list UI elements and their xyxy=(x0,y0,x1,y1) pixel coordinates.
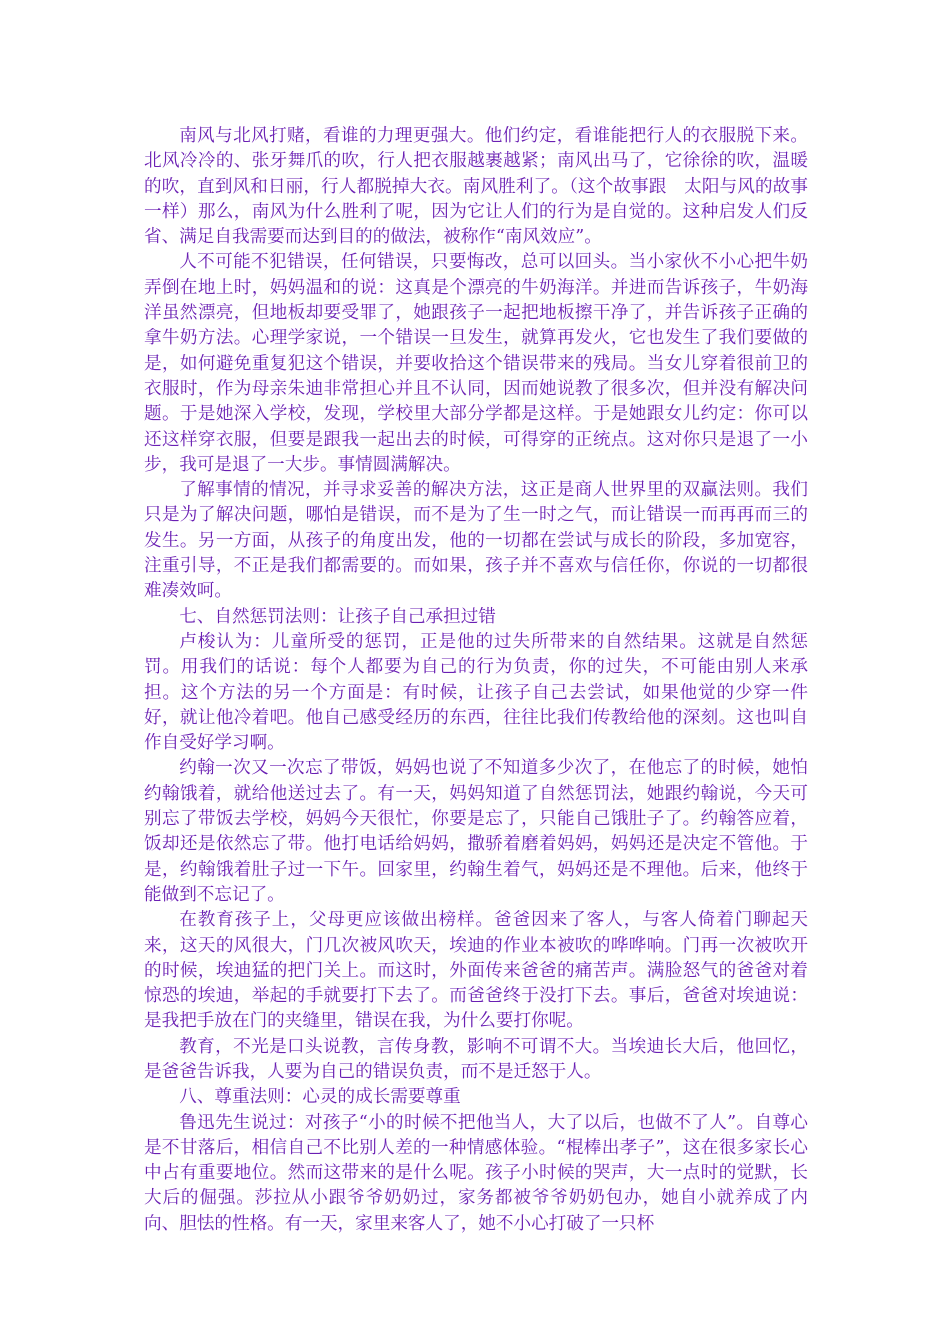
paragraph-south-wind-effect: 南风与北风打赌，看谁的力理更强大。他们约定，看谁能把行人的衣服脱下来。北风冷冷的、张牙舞爪的吹，行人把衣服越裹越紧；南风出马了，它徐徐的吹，温暖的吹，直到风和日丽，行人都脱掉大衣。南风胜利了。（这个故事跟 太阳与风的故事 一样）那么，南风为什么胜利了呢，因为它让人们的行为是自觉的。这种启发人们反省、满足自我需要而达到目的的做法，被称作“南风效应”。 xyxy=(144,126,826,248)
paragraph-john: 约翰一次又一次忘了带饭，妈妈也说了不知道多少次了，在他忘了的时候，她怕约翰饿着，就给他送过去了。有一天，妈妈知道了自然惩罚法，她跟约翰说，今天可别忘了带饭去学校，妈妈今天很忙，你要是忘了，只能自己饿肚子了。约翰答应着，饭却还是依然忘了带。他打电话给妈妈，撒骄着磨着妈妈，妈妈还是决定不管他。于是，约翰饿着肚子过一下午。回家里，约翰生着气，妈妈还是不理他。后来，他终于能做到不忘记了。 xyxy=(144,758,808,905)
document-page xyxy=(144,124,826,1237)
section-heading-natural-punishment: 七、自然惩罚法则：让孩子自己承担过错 xyxy=(179,606,496,627)
paragraph-win-win: 了解事情的情况，并寻求妥善的解决方法，这正是商人世界里的双赢法则。我们只是为了解决问题，哪怕是错误，而不是为了生一时之气，而让错误一而再再而三的发生。另一方面，从孩子的角度出发，他的一切都在尝试与成长的阶段，多加宽容，注重引导，不正是我们都需要的。而如果，孩子并不喜欢与信任你，你说的一切都很难凑效呵。 xyxy=(144,480,808,602)
paragraph-rousseau: 卢梭认为：儿童所受的惩罚，正是他的过失所带来的自然结果。这就是自然惩罚。用我们的话说：每个人都要为自己的行为负责，你的过失，不可能由别人来承担。这个方法的另一个方面是：有时候，让孩子自己去尝试，如果他觉的少穿一件好，就让他冷着吧。他自己感受经历的东西，往往比我们传教给他的深刻。这也叫自作自受好学习啊。 xyxy=(144,631,808,754)
section-heading-respect: 八、尊重法则：心灵的成长需要尊重 xyxy=(179,1087,461,1108)
paragraph-eddie-memory: 教育，不光是口头说教，言传身教，影响不可谓不大。当埃迪长大后，他回忆，是爸爸告诉我，人要为自己的错误负责，而不是迁怒于人。 xyxy=(144,1036,808,1082)
paragraph-lu-xun: 鲁迅先生说过：对孩子“小的时候不把他当人，大了以后，也做不了人”。自尊心是不甘落后，相信自己不比别人差的一种情感体验。“棍棒出孝子”，这在很多家长心中占有重要地位。然而这带来的是什么呢。孩子小时候的哭声，大一点时的觉默，长大后的倔强。莎拉从小跟爷爷奶奶过，家务都被爷爷奶奶包办，她自小就养成了内向、胆怯的性格。有一天，家里来客人了，她不小心打破了一只杯 xyxy=(144,1112,808,1234)
paragraph-eddie-door: 在教育孩子上，父母更应该做出榜样。爸爸因来了客人，与客人倚着门聊起天来，这天的风很大，门几次被风吹天，埃迪的作业本被吹的哗哗响。门再一次被吹开的时候，埃迪猛的把门关上。而这时，外面传来爸爸的痛苦声。满脸怒气的爸爸对着惊恐的埃迪，举起的手就要打下去了。而爸爸终于没打下去。事后，爸爸对埃迪说：是我把手放在门的夹缝里，错误在我，为什么要打你呢。 xyxy=(144,910,808,1032)
paragraph-mistakes: 人不可能不犯错误，任何错误，只要悔改，总可以回头。当小家伙不小心把牛奶弄倒在地上时，妈妈温和的说：这真是个漂亮的牛奶海洋。并进而告诉孩子，牛奶海洋虽然漂亮，但地板却要受罪了，她跟孩子一起把地板擦干净了，并告诉孩子正确的拿牛奶方法。心理学家说，一个错误一旦发生，就算再发火，它也发生了我们要做的是，如何避免重复犯这个错误，并要收拾这个错误带来的残局。当女儿穿着很前卫的衣服时，作为母亲朱迪非常担心并且不认同，因而她说教了很多次，但并没有解决问题。于是她深入学校，发现，学校里大部分学都是这样。于是她跟女儿约定：你可以还这样穿衣服，但要是跟我一起出去的时候，可得穿的正统点。这对你只是退了一小步，我可是退了一大步。事情圆满解决。 xyxy=(144,252,808,475)
